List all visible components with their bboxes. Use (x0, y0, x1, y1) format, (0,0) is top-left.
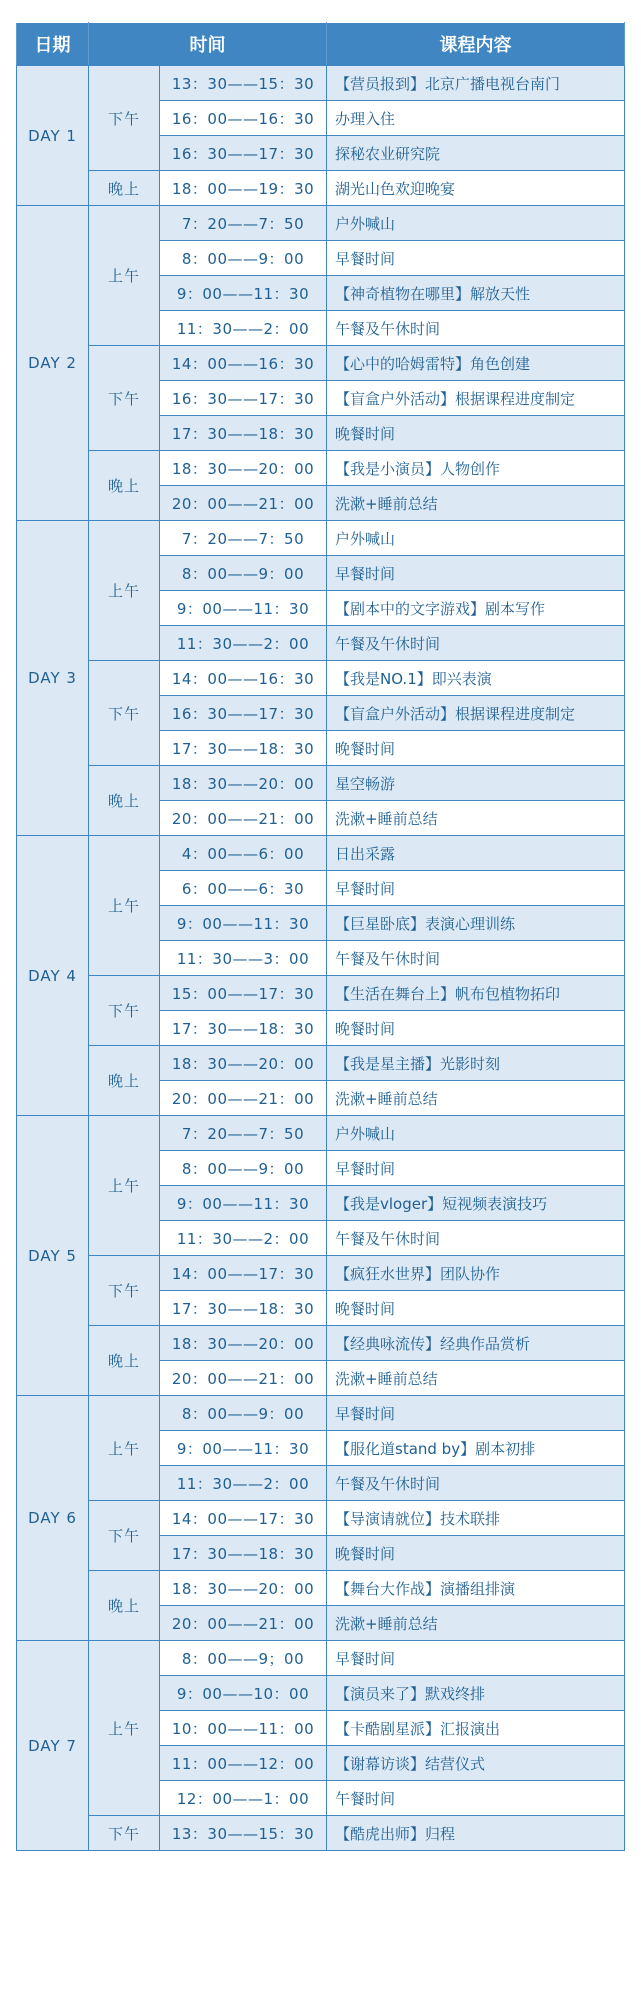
time-cell: 20：00——21：00 (160, 1606, 327, 1641)
schedule-row (17, 1256, 625, 1291)
day-label: DAY 4 (17, 836, 89, 1116)
content-cell: 【酷虎出师】归程 (327, 1816, 625, 1851)
day-label: DAY 5 (17, 1116, 89, 1396)
schedule-table (16, 22, 625, 1851)
period-label: 晚上 (89, 1326, 160, 1396)
content-cell: 【我是vloger】短视频表演技巧 (327, 1186, 625, 1221)
period-label: 上午 (89, 1641, 160, 1816)
time-cell: 18：30——20：00 (160, 451, 327, 486)
content-cell: 【服化道stand by】剧本初排 (327, 1431, 625, 1466)
schedule-row (17, 66, 625, 101)
time-cell: 10：00——11：00 (160, 1711, 327, 1746)
time-cell: 20：00——21：00 (160, 486, 327, 521)
day-label: DAY 7 (17, 1641, 89, 1851)
time-cell: 11：30——2：00 (160, 1221, 327, 1256)
content-cell: 洗漱+睡前总结 (327, 486, 625, 521)
schedule-row (17, 976, 625, 1011)
time-cell: 4：00——6：00 (160, 836, 327, 871)
content-cell: 早餐时间 (327, 871, 625, 906)
time-cell: 14：00——16：30 (160, 661, 327, 696)
schedule-row (17, 1396, 625, 1431)
schedule-row (17, 171, 625, 206)
content-cell: 午餐及午休时间 (327, 1221, 625, 1256)
content-cell: 户外喊山 (327, 206, 625, 241)
content-cell: 【舞台大作战】演播组排演 (327, 1571, 625, 1606)
time-cell: 14：00——17：30 (160, 1256, 327, 1291)
content-cell: 早餐时间 (327, 241, 625, 276)
time-cell: 16：30——17：30 (160, 696, 327, 731)
period-label: 下午 (89, 66, 160, 171)
period-label: 上午 (89, 836, 160, 976)
content-cell: 晚餐时间 (327, 1011, 625, 1046)
content-cell: 【营员报到】北京广播电视台南门 (327, 66, 625, 101)
time-cell: 7：20——7：50 (160, 1116, 327, 1151)
period-label: 晚上 (89, 766, 160, 836)
time-cell: 8：00——9：00 (160, 556, 327, 591)
time-cell: 9：00——11：30 (160, 906, 327, 941)
schedule-row (17, 766, 625, 801)
time-cell: 7：20——7：50 (160, 206, 327, 241)
content-cell: 【神奇植物在哪里】解放天性 (327, 276, 625, 311)
period-label: 上午 (89, 521, 160, 661)
content-cell: 【巨星卧底】表演心理训练 (327, 906, 625, 941)
content-cell: 【剧本中的文字游戏】剧本写作 (327, 591, 625, 626)
period-label: 下午 (89, 976, 160, 1046)
period-label: 下午 (89, 1501, 160, 1571)
schedule-row (17, 206, 625, 241)
content-cell: 【卡酷剧星派】汇报演出 (327, 1711, 625, 1746)
period-label: 上午 (89, 1396, 160, 1501)
time-cell: 9：00——11：30 (160, 1186, 327, 1221)
time-cell: 13：30——15：30 (160, 1816, 327, 1851)
content-cell: 探秘农业研究院 (327, 136, 625, 171)
content-cell: 午餐及午休时间 (327, 941, 625, 976)
period-label: 下午 (89, 346, 160, 451)
time-cell: 9：00——11：30 (160, 276, 327, 311)
schedule-row (17, 661, 625, 696)
content-cell: 晚餐时间 (327, 1291, 625, 1326)
header-date: 日期 (17, 23, 89, 66)
schedule-row (17, 451, 625, 486)
time-cell: 18：30——20：00 (160, 1571, 327, 1606)
content-cell: 洗漱+睡前总结 (327, 1361, 625, 1396)
content-cell: 【经典咏流传】经典作品赏析 (327, 1326, 625, 1361)
time-cell: 8：00——9：00 (160, 241, 327, 276)
header-content: 课程内容 (327, 23, 625, 66)
schedule-row (17, 1046, 625, 1081)
time-cell: 17：30——18：30 (160, 1011, 327, 1046)
period-label: 上午 (89, 206, 160, 346)
period-label: 晚上 (89, 1571, 160, 1641)
time-cell: 20：00——21：00 (160, 801, 327, 836)
period-label: 上午 (89, 1116, 160, 1256)
content-cell: 办理入住 (327, 101, 625, 136)
time-cell: 15：00——17：30 (160, 976, 327, 1011)
time-cell: 13：30——15：30 (160, 66, 327, 101)
schedule-row (17, 1816, 625, 1851)
day-label: DAY 3 (17, 521, 89, 836)
day-label: DAY 2 (17, 206, 89, 521)
day-label: DAY 6 (17, 1396, 89, 1641)
schedule-row (17, 346, 625, 381)
content-cell: 洗漱+睡前总结 (327, 1081, 625, 1116)
content-cell: 早餐时间 (327, 1641, 625, 1676)
time-cell: 8：00——9；00 (160, 1641, 327, 1676)
time-cell: 11：30——2：00 (160, 1466, 327, 1501)
content-cell: 晚餐时间 (327, 1536, 625, 1571)
content-cell: 【我是小演员】人物创作 (327, 451, 625, 486)
time-cell: 18：00——19：30 (160, 171, 327, 206)
time-cell: 11：30——2：00 (160, 626, 327, 661)
content-cell: 日出采露 (327, 836, 625, 871)
period-label: 下午 (89, 661, 160, 766)
time-cell: 9：00——11：30 (160, 1431, 327, 1466)
time-cell: 16：30——17：30 (160, 381, 327, 416)
content-cell: 【疯狂水世界】团队协作 (327, 1256, 625, 1291)
content-cell: 【生活在舞台上】帆布包植物拓印 (327, 976, 625, 1011)
schedule-row (17, 1326, 625, 1361)
content-cell: 【心中的哈姆雷特】角色创建 (327, 346, 625, 381)
content-cell: 【我是NO.1】即兴表演 (327, 661, 625, 696)
time-cell: 8：00——9：00 (160, 1151, 327, 1186)
content-cell: 星空畅游 (327, 766, 625, 801)
time-cell: 17：30——18：30 (160, 1536, 327, 1571)
period-label: 晚上 (89, 1046, 160, 1116)
time-cell: 7：20——7：50 (160, 521, 327, 556)
time-cell: 20：00——21：00 (160, 1081, 327, 1116)
content-cell: 【导演请就位】技术联排 (327, 1501, 625, 1536)
period-label: 下午 (89, 1256, 160, 1326)
content-cell: 早餐时间 (327, 556, 625, 591)
time-cell: 11：00——12：00 (160, 1746, 327, 1781)
content-cell: 晚餐时间 (327, 416, 625, 451)
schedule-row (17, 1641, 625, 1676)
schedule-row (17, 836, 625, 871)
day-label: DAY 1 (17, 66, 89, 206)
content-cell: 湖光山色欢迎晚宴 (327, 171, 625, 206)
content-cell: 【我是星主播】光影时刻 (327, 1046, 625, 1081)
content-cell: 晚餐时间 (327, 731, 625, 766)
time-cell: 20：00——21：00 (160, 1361, 327, 1396)
time-cell: 14：00——16：30 (160, 346, 327, 381)
content-cell: 洗漱+睡前总结 (327, 1606, 625, 1641)
time-cell: 6：00——6：30 (160, 871, 327, 906)
schedule-row (17, 521, 625, 556)
header-time: 时间 (89, 23, 327, 66)
time-cell: 18：30——20：00 (160, 766, 327, 801)
content-cell: 户外喊山 (327, 1116, 625, 1151)
content-cell: 早餐时间 (327, 1151, 625, 1186)
content-cell: 【演员来了】默戏终排 (327, 1676, 625, 1711)
content-cell: 早餐时间 (327, 1396, 625, 1431)
time-cell: 16：00——16：30 (160, 101, 327, 136)
time-cell: 16：30——17：30 (160, 136, 327, 171)
content-cell: 户外喊山 (327, 521, 625, 556)
content-cell: 午餐及午休时间 (327, 1466, 625, 1501)
content-cell: 午餐及午休时间 (327, 626, 625, 661)
time-cell: 11：30——2：00 (160, 311, 327, 346)
time-cell: 17：30——18：30 (160, 1291, 327, 1326)
period-label: 下午 (89, 1816, 160, 1851)
time-cell: 17：30——18：30 (160, 731, 327, 766)
time-cell: 18：30——20：00 (160, 1046, 327, 1081)
schedule-body (17, 66, 625, 1851)
time-cell: 17：30——18：30 (160, 416, 327, 451)
time-cell: 8：00——9：00 (160, 1396, 327, 1431)
time-cell: 9：00——10：00 (160, 1676, 327, 1711)
time-cell: 18：30——20：00 (160, 1326, 327, 1361)
content-cell: 午餐时间 (327, 1781, 625, 1816)
content-cell: 洗漱+睡前总结 (327, 801, 625, 836)
header-row (17, 23, 625, 66)
period-label: 晚上 (89, 451, 160, 521)
schedule-row (17, 1501, 625, 1536)
time-cell: 9：00——11：30 (160, 591, 327, 626)
time-cell: 14：00——17：30 (160, 1501, 327, 1536)
content-cell: 【谢幕访谈】结营仪式 (327, 1746, 625, 1781)
schedule-row (17, 1571, 625, 1606)
content-cell: 午餐及午休时间 (327, 311, 625, 346)
content-cell: 【盲盒户外活动】根据课程进度制定 (327, 696, 625, 731)
time-cell: 12：00——1：00 (160, 1781, 327, 1816)
time-cell: 11：30——3：00 (160, 941, 327, 976)
content-cell: 【盲盒户外活动】根据课程进度制定 (327, 381, 625, 416)
schedule-row (17, 1116, 625, 1151)
period-label: 晚上 (89, 171, 160, 206)
schedule-container (16, 22, 625, 1851)
